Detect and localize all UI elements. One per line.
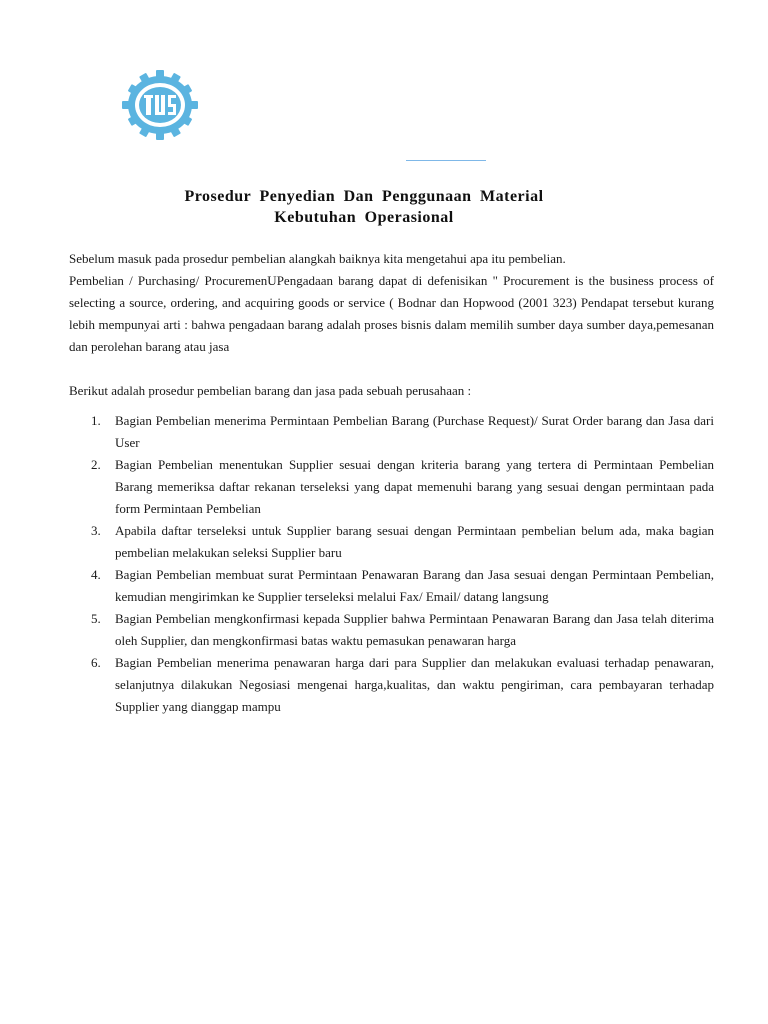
document-body — [69, 248, 714, 718]
intro-paragraph: Sebelum masuk pada prosedur pembelian alangkah baiknya kita mengetahui apa itu pembelian. — [69, 251, 566, 266]
step-text: Bagian Pembelian menerima Permintaan Pembelian Barang (Purchase Request)/ Surat Order barang dan Jasa dari User — [115, 413, 714, 450]
list-item — [69, 454, 714, 520]
step-text: Bagian Pembelian mengkonfirmasi kepada Supplier bahwa Permintaan Penawaran Barang dan Jasa telah diterima oleh Supplier, dan mengkonfirmasi batas waktu pemasukan penawaran harga — [115, 611, 714, 648]
step-number: 3. — [91, 523, 101, 538]
step-text: Bagian Pembelian menerima penawaran harga dari para Supplier dan melakukan evaluasi terhadap penawaran, selanjutnya dilakukan Negosiasi mengenai harga,kualitas, dan waktu pengiriman, cara pembayaran terhadap Supplier yang dianggap mampu — [115, 655, 714, 714]
title-line-2: Kebutuhan Operasional — [274, 209, 454, 226]
page-title — [0, 186, 728, 228]
step-text: Bagian Pembelian menentukan Supplier sesuai dengan kriteria barang yang tertera di Permintaan Pembelian Barang memeriksa daftar rekanan terseleksi yang dapat memenuhi barang yang sesuai dengan permintaan pada form Permintaan Pembelian — [115, 457, 714, 516]
step-number: 5. — [91, 611, 101, 626]
step-number: 2. — [91, 457, 101, 472]
gear-seal-icon — [120, 70, 200, 140]
step-text: Apabila daftar terseleksi untuk Supplier barang sesuai dengan Permintaan pembelian belum ada, maka bagian pembelian melakukan seleksi Supplier baru — [115, 523, 714, 560]
decorative-blue-line — [406, 160, 486, 161]
step-text: Bagian Pembelian membuat surat Permintaan Penawaran Barang dan Jasa sesuai dengan Permintaan Pembelian, kemudian mengirimkan ke Supplier terseleksi melalui Fax/ Email/ datang langsung — [115, 567, 714, 604]
list-item — [69, 410, 714, 454]
step-number: 4. — [91, 567, 101, 582]
list-item — [69, 520, 714, 564]
step-number: 6. — [91, 655, 101, 670]
step-number: 1. — [91, 413, 101, 428]
procedure-intro: Berikut adalah prosedur pembelian barang dan jasa pada sebuah perusahaan : — [69, 383, 472, 398]
list-item — [69, 652, 714, 718]
company-seal-logo — [120, 70, 200, 140]
list-item — [69, 564, 714, 608]
list-item — [69, 608, 714, 652]
procedure-steps-list — [69, 410, 714, 718]
definition-paragraph: Pembelian / Purchasing/ ProcuremenUPengadaan barang dapat di defenisikan " Procurement is the business process of selecting a source, ordering, and acquiring goods or service ( Bodnar dan Hopwood (2001 323) Pendapat tersebut kurang lebih mempunyai arti : bahwa pengadaan barang adalah proses bisnis dalam memilih sumber daya sumber daya,pemesanan dan perolehan barang atau jasa — [69, 273, 714, 354]
title-line-1: Prosedur Penyedian Dan Penggunaan Material — [184, 188, 544, 205]
